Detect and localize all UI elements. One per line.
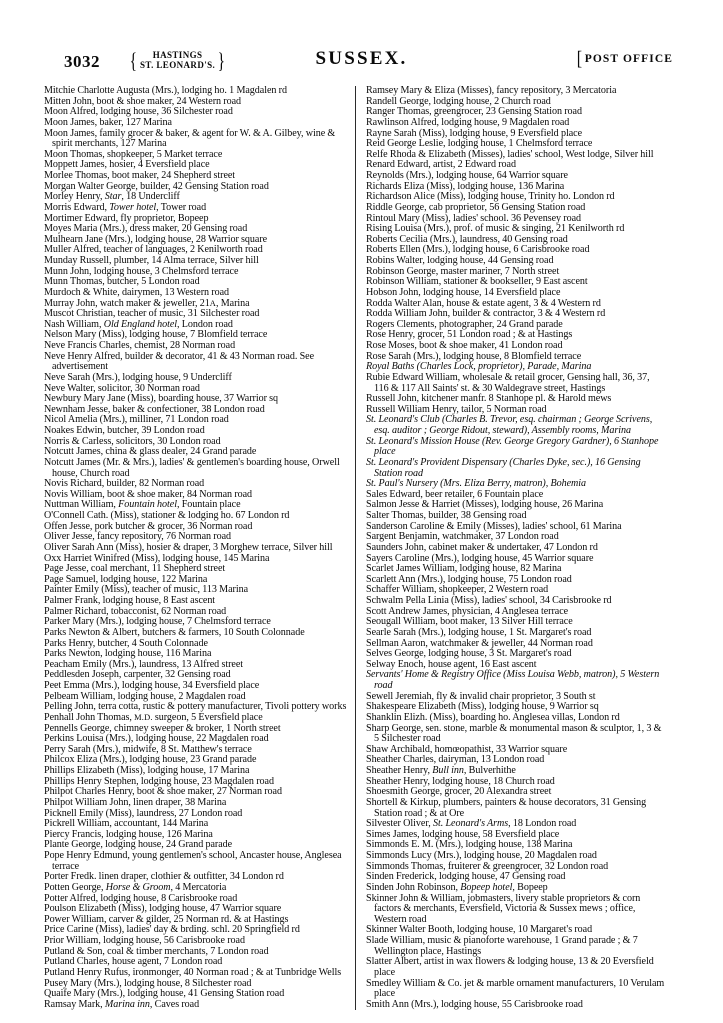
directory-entry: Novis William, boot & shoe maker, 84 Norman road [44, 488, 253, 500]
directory-entry: Simmonds Lucy (Mrs.), lodging house, 20 Magdalen road [366, 850, 597, 861]
directory-entry: Oliver Sarah Ann (Miss), hosier & draper, 3 Morghew terrace, Silver hill [44, 541, 333, 553]
directory-entry: Putland Henry Rufus, ironmonger, 40 Norman road ; & at Tunbridge Wells [44, 966, 342, 978]
directory-entry: Sheather Henry, lodging house, 18 Church road [366, 775, 555, 787]
directory-entry: Novis Richard, builder, 82 Norman road [44, 478, 205, 490]
directory-entry: Shortell & Kirkup, plumbers, painters & house decorators, 31 Gensing Station road ; & at Ore [366, 796, 647, 819]
directory-entry: Slade William, music & pianoforte warehouse, 1 Grand parade ; & 7 Wellington place, Hastings [366, 935, 638, 957]
directory-entry: Moon Alfred, lodging house, 36 Silchester road [44, 106, 233, 118]
directory-entry: Munn Thomas, butcher, 5 London road [44, 276, 200, 288]
directory-entry: Philcox Eliza (Mrs.), lodging house, 23 Grand parade [44, 754, 257, 766]
directory-entry: Rodda Walter Alan, house & estate agent, 3 & 4 Western rd [366, 297, 601, 309]
directory-entry: Ramsey Mary & Eliza (Misses), fancy repository, 3 Mercatoria [366, 85, 617, 96]
directory-entry: Sanderson Caroline & Emily (Misses), ladies' school, 61 Marina [366, 520, 622, 532]
directory-entry: O'Connell Cath. (Miss), stationer & lodging ho. 67 London rd [44, 510, 290, 521]
directory-entry: Mitten John, boot & shoe maker, 24 Western road [44, 95, 242, 107]
directory-entry: Moppett James, hosier, 4 Eversfield place [44, 159, 210, 171]
directory-entry: Mortimer Edward, fly proprietor, Bopeep [44, 212, 209, 224]
directory-entry: Salmon Jesse & Harriet (Misses), lodging house, 26 Marina [366, 499, 604, 511]
directory-entry: Pickrell William, accountant, 144 Marina [44, 818, 209, 830]
directory-entry: Sales Edward, beer retailer, 6 Fountain place [366, 488, 544, 500]
directory-entry: Morgan Walter George, builder, 42 Gensing Station road [44, 180, 269, 192]
directory-entry: Randell George, lodging house, 2 Church road [366, 95, 551, 107]
directory-entry: Robinson George, master mariner, 7 North street [366, 265, 560, 277]
directory-entry: Morlee Thomas, boot maker, 24 Shepherd street [44, 170, 236, 181]
directory-entry: Palmer Frank, lodging house, 8 East ascent [44, 595, 216, 606]
directory-entry: Parks Newton & Albert, butchers & farmers, 10 South Colonnade [44, 626, 305, 638]
directory-entry: Scott Andrew James, physician, 4 Anglesea terrace [366, 605, 569, 617]
directory-entry: Roberts Ellen (Mrs.), lodging house, 6 Carisbrooke road [366, 244, 590, 256]
directory-entry: Oliver Jesse, fancy repository, 76 Norman road [44, 531, 232, 543]
directory-entry: Moon James, family grocer & baker, & agent for W. & A. Gilbey, wine & spirit merchants, 127 Marina [44, 127, 336, 150]
brace-right-glyph: } [217, 47, 226, 73]
directory-entry: Picknell Emily (Miss), laundress, 27 London road [44, 807, 243, 819]
directory-entry: Ranger Thomas, greengrocer, 23 Gensing Station road [366, 106, 582, 118]
directory-entry: Oxx Harriet Winifred (Miss), lodging house, 145 Marina [44, 552, 270, 564]
directory-entry: Richards Eliza (Miss), lodging house, 136 Marina [366, 180, 565, 192]
directory-entry: Nash William, Old England hotel, London road [44, 318, 233, 330]
directory-entry: Rose Henry, grocer, 51 London road ; & at Hastings [366, 329, 573, 341]
directory-entry: Smith Ann (Mrs.), lodging house, 55 Carisbrooke road [366, 998, 583, 1010]
directory-entry: Porter Fredk. linen draper, clothier & outfitter, 34 London rd [44, 871, 284, 883]
directory-entry: Peet Emma (Mrs.), lodging house, 34 Eversfield place [44, 680, 260, 691]
directory-entry: Pope Henry Edmund, young gentlemen's school, Ancaster house, Anglesea terrace [44, 850, 342, 872]
directory-entry: Skinner John & William, jobmasters, livery stable proprietors & corn factors & merchants, Eversfield, Victoria & Sussex mews ; office, Western road [366, 892, 641, 925]
directory-entry: Moyes Maria (Mrs.), dress maker, 20 Gensing road [44, 223, 248, 235]
directory-entry: St. Paul's Nursery (Mrs. Eliza Berry, matron), Bohemia [366, 478, 587, 490]
directory-entry: Richardson Alice (Miss), lodging house, Trinity ho. London rd [366, 191, 615, 203]
directory-entry: Sheather Charles, dairyman, 13 London road [366, 754, 545, 766]
directory-entry: Offen Jesse, pork butcher & grocer, 36 Norman road [44, 520, 253, 532]
directory-entry: Rodda William John, builder & contractor, 3 & 4 Western rd [366, 308, 606, 320]
directory-entry: Russell John, kitchener manfr. 8 Stanhope pl. & Harold mews [366, 393, 612, 405]
directory-entry: Rintoul Mary (Miss), ladies' school. 36 Pevensey road [366, 212, 582, 224]
directory-entry: Price Carine (Miss), ladies' day & brding. schl. 20 Springfield rd [44, 924, 300, 936]
directory-entry: Notcutt James (Mr. & Mrs.), ladies' & gentlemen's boarding house, Orwell house, Church road [44, 456, 340, 479]
directory-entry: Scarlet James William, lodging house, 82 Marina [366, 563, 562, 575]
directory-entry: Roberts Cecilia (Mrs.), laundress, 40 Gensing road [366, 233, 568, 245]
directory-entry: Phillips Elizabeth (Miss), lodging house, 17 Marina [44, 765, 250, 776]
directory-entry: Sinden Frederick, lodging house, 47 Gensing road [366, 871, 566, 883]
directory-entry: Renard Edward, artist, 2 Edward road [366, 159, 516, 171]
directory-entry: Munn John, lodging house, 3 Chelmsford terrace [44, 265, 239, 277]
directory-entry: Relfe Rhoda & Elizabeth (Misses), ladies' school, West lodge, Silver hill [366, 148, 654, 160]
directory-entry: Nicol Amelia (Mrs.), milliner, 71 London road [44, 414, 229, 426]
directory-entry: Newnham Jesse, baker & confectioner, 38 London road [44, 403, 265, 415]
directory-entry: Riddle George, cab proprietor, 56 Gensing Station road [366, 201, 586, 213]
directory-entry: St. Leonard's Club (Charles B. Trevor, esq. chairman ; George Scrivens, esq. auditor ; George Ridout, steward), Assembly rooms, Marina [366, 414, 653, 436]
directory-entry: Moon Thomas, shopkeeper, 5 Market terrace [44, 148, 223, 160]
directory-entry: Searle Sarah (Mrs.), lodging house, 1 St. Margaret's road [366, 626, 592, 638]
directory-entry: Newbury Mary Jane (Miss), boarding house, 37 Warrior sq [44, 393, 279, 405]
directory-entry: Robins Walter, lodging house, 44 Gensing road [366, 255, 554, 266]
directory-entry: Putland & Son, coal & timber merchants, 7 London road [44, 945, 269, 957]
directory-entry: Ramsay Mark, Marina inn, Caves road [44, 998, 200, 1010]
directory-entry: Muller Alfred, teacher of languages, 2 Kenilworth road [44, 244, 263, 256]
directory-entry: Palmer Richard, tobacconist, 62 Norman road [44, 605, 227, 617]
directory-entry: Royal Baths (Charles Lock, proprietor), Parade, Marina [366, 361, 592, 373]
directory-entry: Selves George, lodging house, 3 St. Margaret's road [366, 648, 572, 660]
section-heading [576, 48, 673, 70]
directory-entry: Salter Thomas, builder, 38 Gensing road [366, 510, 527, 521]
directory-entry: Parker Mary (Mrs.), lodging house, 7 Chelmsford terrace [44, 616, 271, 628]
directory-entry: Peacham Emily (Mrs.), laundress, 13 Alfred street [44, 658, 244, 670]
directory-entry: Reid George Leslie, lodging house, 1 Chelmsford terrace [366, 138, 593, 150]
county-title: SUSSEX. [315, 48, 408, 69]
directory-entry: Rayne Sarah (Miss), lodging house, 9 Eversfield place [366, 127, 582, 139]
directory-entry: Sinden John Robinson, Bopeep hotel, Bopeep [366, 881, 548, 893]
directory-entry: Morley Henry, Star, 18 Undercliff [44, 191, 180, 203]
directory-entry: Page Jesse, coal merchant, 11 Shepherd street [44, 563, 226, 575]
directory-entry: Skinner Walter Booth, lodging house, 10 Margaret's road [366, 924, 593, 936]
directory-entry: Phillips Henry Stephen, lodging house, 23 Magdalen road [44, 775, 274, 787]
directory-entry: Nuttman William, Fountain hotel, Fountain place [44, 499, 241, 511]
running-head [44, 48, 679, 82]
place-heading-line-1: HASTINGS [152, 50, 203, 60]
directory-entry: Quaife Mary (Mrs.), lodging house, 41 Gensing Station road [44, 988, 285, 1000]
directory-entry: Neve Francis Charles, chemist, 28 Norman road [44, 340, 236, 351]
directory-entry: Sargent Benjamin, watchmaker, 37 London road [366, 531, 559, 543]
directory-entry: Sheather Henry, Bull inn, Bulverhithe [366, 765, 516, 776]
directory-entry: Simes James, lodging house, 58 Eversfield place [366, 828, 560, 840]
place-heading-line-2: ST. LEONARD'S. [139, 59, 216, 70]
directory-entry: Sewell Jeremiah, fly & invalid chair proprietor, 3 South st [366, 690, 596, 702]
directory-entry: Robinson William, stationer & bookseller, 9 East ascent [366, 276, 588, 288]
directory-entry: Rose Sarah (Mrs.), lodging house, 8 Blomfield terrace [366, 350, 582, 362]
directory-entry: Pennells George, chimney sweeper & broker, 1 North street [44, 722, 281, 734]
directory-entry: Mulhearn Jane (Mrs.), lodging house, 28 Warrior square [44, 233, 268, 245]
directory-entry: Potten George, Horse & Groom, 4 Mercatoria [44, 881, 227, 893]
directory-entry: Sellman Aaron, watchmaker & jeweller, 44 Norman road [366, 637, 593, 649]
directory-entry: Scarlett Ann (Mrs.), lodging house, 75 London road [366, 573, 572, 585]
directory-entry: Poulson Elizabeth (Miss), lodging house, 47 Warrior square [44, 903, 282, 915]
directory-entry: Muscot Christian, teacher of music, 31 Silchester road [44, 308, 260, 320]
directory-entry: Saunders John, cabinet maker & undertaker, 47 London rd [366, 541, 598, 553]
directory-entry: Putland Charles, house agent, 7 London road [44, 956, 223, 968]
directory-entry: Munday Russell, plumber, 14 Alma terrace, Silver hill [44, 255, 259, 266]
directory-entry: Nelson Mary (Miss), lodging house, 7 Blomfield terrace [44, 329, 268, 341]
directory-entry: Perkins Louisa (Mrs.), lodging house, 22 Magdalen road [44, 733, 269, 745]
directory-entry: Painter Emily (Miss), teacher of music, 113 Marina [44, 584, 248, 596]
directory-entry: Shoesmith George, grocer, 20 Alexandra street [366, 786, 552, 798]
directory-entry: Rogers Clements, photographer, 24 Grand parade [366, 318, 563, 330]
column-right [355, 86, 666, 1010]
directory-entry: Murdoch & White, dairymen, 13 Western road [44, 286, 230, 298]
directory-entry: Smedley William & Co. jet & marble ornament manufacturers, 10 Verulam place [366, 977, 665, 1000]
directory-entry: Schwalm Pella Linia (Miss), ladies' school, 34 Carisbrooke rd [366, 595, 612, 606]
page-folio-number: 3032 [64, 52, 100, 71]
directory-entry: Philpot Charles Henry, boot & shoe maker, 27 Norman road [44, 786, 282, 798]
directory-entry: Sharp George, sen. stone, marble & monumental mason & sculptor, 1, 3 & 5 Silchester road [366, 722, 662, 745]
directory-entry: Mitchie Charlotte Augusta (Mrs.), lodging ho. 1 Magdalen rd [44, 85, 287, 96]
directory-entry: Parks Newton, lodging house, 116 Marina [44, 648, 212, 660]
directory-entry: Shaw Archibald, homœopathist, 33 Warrior square [366, 743, 568, 755]
brace-left-glyph: { [129, 47, 138, 73]
directory-entry: Murray John, watch maker & jeweller, 21A, Marina [44, 297, 250, 309]
directory-entry: Russell William Henry, tailor, 5 Norman road [366, 403, 547, 415]
directory-entry: Selway Enoch, house agent, 16 East ascent [366, 658, 537, 670]
directory-entry: Rubie Edward William, wholesale & retail grocer, Gensing hall, 36, 37, 116 & 117 All Saints' st. & 30 Waldegrave street, Hastings [366, 371, 650, 394]
directory-entry: Neve Walter, solicitor, 30 Norman road [44, 382, 200, 394]
directory-entry: Neve Sarah (Mrs.), lodging house, 9 Undercliff [44, 371, 232, 383]
directory-entry: Morris Edward, Tower hotel, Tower road [44, 201, 207, 213]
directory-entry: Penhall John Thomas, M.D. surgeon, 5 Eversfield place [44, 711, 263, 723]
directory-entry: Moon James, baker, 127 Marina [44, 116, 172, 128]
directory-entry: Piercy Francis, lodging house, 126 Marina [44, 828, 213, 840]
section-heading-label: POST OFFICE [584, 53, 673, 65]
directory-entry: Rising Louisa (Mrs.), prof. of music & singing, 21 Kenilworth rd [366, 223, 625, 235]
directory-entry: Schaffer William, shopkeeper, 2 Western road [366, 584, 549, 596]
directory-entry: Shanklin Elizh. (Miss), boarding ho. Anglesea villas, London rd [366, 711, 620, 723]
directory-entry: Hobson John, lodging house, 14 Eversfield place [366, 286, 561, 298]
directory-entry: Pelling John, terra cotta, rustic & pottery manufacturer, Tivoli pottery works [44, 701, 347, 713]
directory-entry: Shakespeare Elizabeth (Miss), lodging house, 9 Warrior sq [366, 701, 599, 713]
directory-entry: Page Samuel, lodging house, 122 Marina [44, 573, 208, 585]
directory-entry: Slatter Albert, artist in wax flowers & lodging house, 13 & 20 Eversfield place [366, 956, 654, 978]
directory-entry: Pusey Mary (Mrs.), lodging house, 8 Silchester road [44, 977, 252, 989]
directory-entry: Servants' Home & Registry Office (Miss Louisa Webb, matron), 5 Western road [366, 669, 660, 691]
directory-entry: Seougall William, boot maker, 13 Silver Hill terrace [366, 616, 573, 628]
directory-entry: Power William, carver & gilder, 25 Norman rd. & at Hastings [44, 913, 289, 925]
directory-entry: Philpot William John, linen draper, 38 Marina [44, 796, 227, 808]
directory-entry: Peddlesden Joseph, carpenter, 32 Gensing road [44, 669, 231, 681]
directory-entry: Parks Henry, butcher, 4 South Colonnade [44, 637, 208, 649]
directory-entry: Perry Sarah (Mrs.), midwife, 8 St. Matthew's terrace [44, 743, 252, 755]
directory-entry: Pelbeam William, lodging house, 2 Magdalen road [44, 690, 246, 702]
directory-entry: Noakes Edwin, butcher, 39 London road [44, 425, 205, 436]
directory-entry: St. Leonard's Mission House (Rev. George Gregory Gardner), 6 Stanhope place [366, 435, 659, 458]
directory-entry: Sayers Caroline (Mrs.), lodging house, 45 Warrior square [366, 552, 594, 564]
directory-entry: Prior William, lodging house, 56 Carisbrooke road [44, 935, 245, 946]
bracket-glyph: [ [576, 48, 583, 70]
directory-columns [44, 86, 679, 1010]
column-left [44, 86, 355, 1010]
directory-entry: Silvester Oliver, St. Leonard's Arms, 18 London road [366, 818, 577, 830]
directory-entry: Notcutt James, china & glass dealer, 24 Grand parade [44, 446, 257, 458]
directory-entry: Reynolds (Mrs.), lodging house, 64 Warrior square [366, 170, 568, 181]
directory-entry: Neve Henry Alfred, builder & decorator, 41 & 43 Norman road. See advertisement [44, 350, 315, 373]
directory-entry: Simmonds E. M. (Mrs.), lodging house, 138 Marina [366, 839, 573, 851]
directory-entry: Simmonds Thomas, fruiterer & greengrocer, 32 London road [366, 860, 609, 872]
directory-entry: Plante George, lodging house, 24 Grand parade [44, 839, 233, 851]
directory-entry: Rose Moses, boot & shoe maker, 41 London road [366, 340, 563, 351]
directory-entry: Rawlinson Alfred, lodging house, 9 Magdalen road [366, 116, 570, 128]
directory-entry: Norris & Carless, solicitors, 30 London road [44, 435, 221, 447]
directory-entry: St. Leonard's Provident Dispensary (Charles Dyke, sec.), 16 Gensing Station road [366, 456, 641, 479]
directory-entry: Potter Alfred, lodging house, 8 Carisbrooke road [44, 892, 238, 904]
